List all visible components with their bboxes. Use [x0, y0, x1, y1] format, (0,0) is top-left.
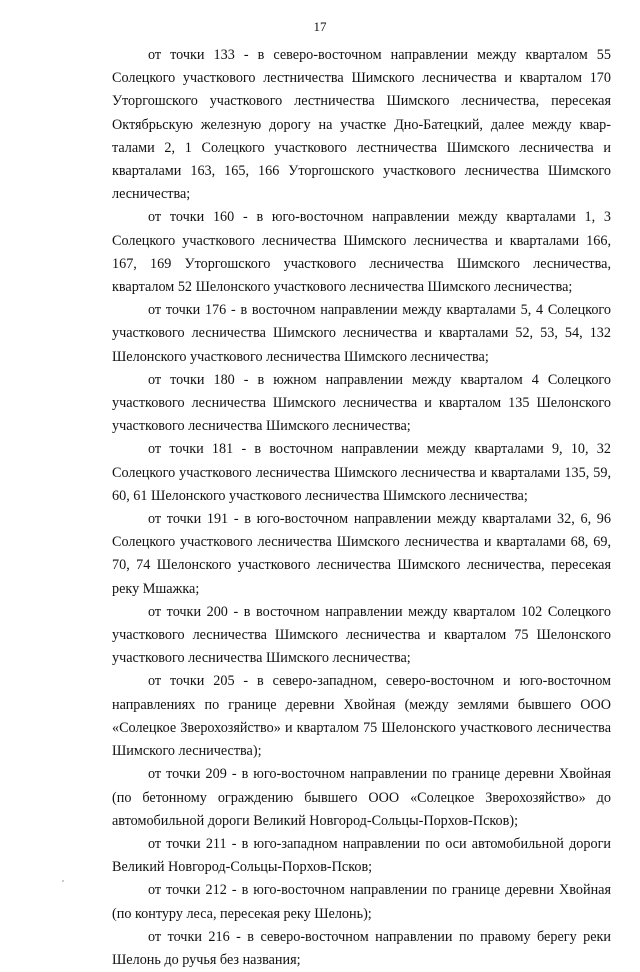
paragraph-point-191: от точки 191 - в юго-восточном направлении между кварталами 32, 6, 96 Солецкого участкового лесничества Шимского лесничества и кварталами 68, 69, 70, 74 Шелонского участкового лесничества Шимского лесничества, пересекая реку Мшажка;	[112, 511, 611, 597]
paragraph-point-209: от точки 209 - в юго-восточном направлении по границе деревни Хвойная (по бетонному ограждению бывшего ООО «Солецкое Зверохозяйство» до автомобильной дороги Великий Новгород-Сольцы-Порхов-Псков);	[112, 766, 611, 829]
page-number: 17	[313, 19, 327, 34]
paragraph-point-212: от точки 212 - в юго-восточном направлении по границе деревни Хвойная (по контуру леса, пересекая реку Шелонь);	[112, 882, 611, 922]
paragraph-point-200: от точки 200 - в восточном направлении между кварталом 102 Солецкого участкового лесничества Шимского лесничества и кварталом 75 Шелонского участкового лесничества Шимского лесничества;	[112, 603, 611, 667]
paragraph-point-176: от точки 176 - в восточном направлении между кварталами 5, 4 Солецкого участкового лесничества Шимского лесничества и кварталами 52, 53, 54, 132 Шелонского участкового лесничества Шимского лесничества;	[112, 302, 611, 365]
scan-speck	[62, 880, 64, 882]
paragraph-point-205: от точки 205 - в северо-западном, северо-восточном и юго-восточном направлениях по границе деревни Хвойная (между землями бывшего ООО «Солецкое Зверохозяйство» и кварталом 75 Шелонского участкового лесничества Шимского лесничества);	[112, 673, 611, 760]
document-body	[112, 44, 611, 972]
paragraph-point-160: от точки 160 - в юго-восточном направлении между кварталами 1, 3 Солецкого участкового лесничества Шимского лесничества и кварталами 166, 167, 169 Уторгошского участкового лесничества Шимского лесничества, кварталом 52 Шелонского участкового лесничества Шимского лесничества;	[112, 209, 611, 296]
paragraph-point-133: от точки 133 - в северо-восточном направлении между кварталом 55 Солецкого участкового лестничества Шимского лесничества и кварталом 170 Уторгошского участкового лестничества Шимского лесничества, пересекая Октябрьскую железную дорогу на участке Дно-Батецкий, далее между кварталами 2, 1 Солецкого участкового лестничества Шимского лесничества и кварталами 163, 165, 166 Уторгошского участкового лесничества Шимского лесничества;	[112, 47, 611, 203]
paragraph-point-180: от точки 180 - в южном направлении между кварталом 4 Солецкого участкового лесничества Шимского лесничества и кварталом 135 Шелонского участкового лесничества Шимского лесничества;	[112, 371, 611, 435]
paragraph-point-181: от точки 181 - в восточном направлении между кварталами 9, 10, 32 Солецкого участкового лесничества Шимского лесничества и кварталами 135, 59, 60, 61 Шелонского участкового лесничества Шимского лесничества;	[112, 441, 611, 504]
paragraph-point-216: от точки 216 - в северо-восточном направлении по правому берегу реки Шелонь до ручья без названия;	[112, 928, 611, 968]
paragraph-point-211: от точки 211 - в юго-западном направлении по оси автомобильной дороги Великий Новгород-Сольцы-Порхов-Псков;	[112, 835, 611, 876]
